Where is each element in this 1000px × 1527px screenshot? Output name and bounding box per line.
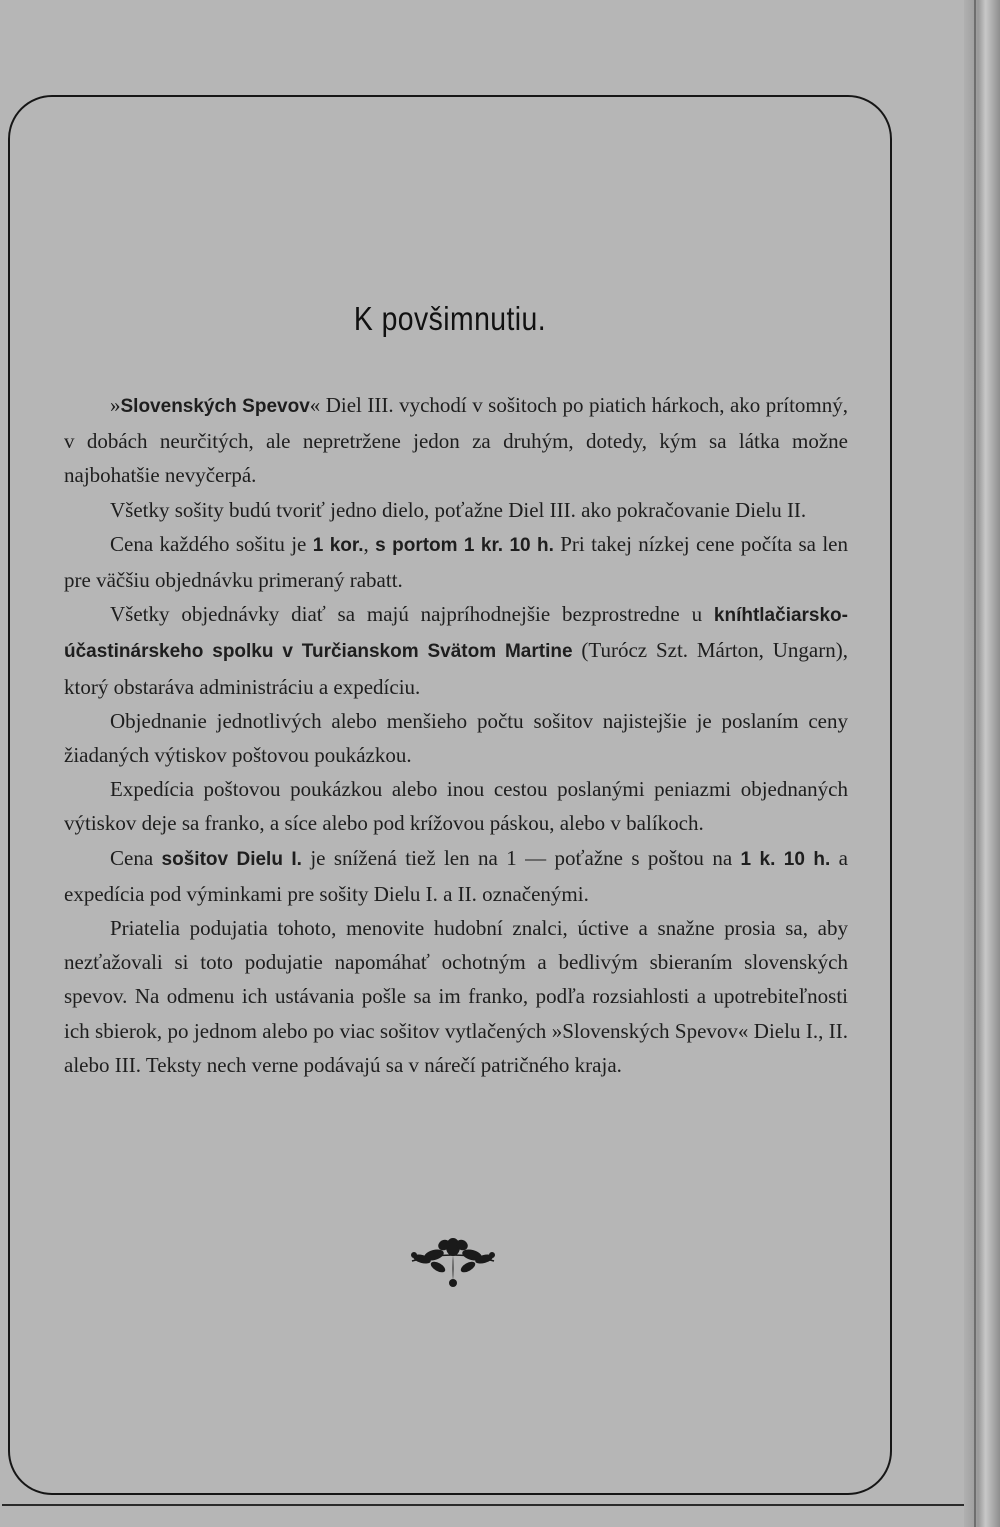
text-run: Cena xyxy=(110,845,162,870)
bold-text: kníhtlačiarsko-účastinárskeho spolku v Turčianskom Svätom Martine xyxy=(64,605,848,663)
notice-body xyxy=(64,388,848,1082)
paragraph xyxy=(64,704,848,772)
text-run: Expedícia poštovou poukázkou alebo inou cestou poslanými peniazmi objednaných výtiskov deje sa franko, a síce alebo pod krížovou páskou, alebo v balíkoch. xyxy=(64,777,848,836)
scanned-page-edge xyxy=(964,0,1000,1527)
bold-text: s portom 1 kr. 10 h. xyxy=(375,534,554,556)
paragraph xyxy=(64,911,848,1082)
text-run: » xyxy=(110,393,121,417)
text-run: (Turócz Szt. Márton, Ungarn), ktorý obstaráva administráciu a expedíciu. xyxy=(64,638,848,699)
bold-text: Slovenských Spevov xyxy=(120,396,310,417)
page-title: K povšimnutiu. xyxy=(353,300,547,337)
text-run: je snížená tiež len na 1 — poťažne s poštou na xyxy=(301,845,741,870)
paragraph xyxy=(64,597,848,704)
paragraph xyxy=(64,388,848,493)
bold-text: sošitov Dielu I. xyxy=(161,848,302,870)
text-run: a expedícia pod výminkami pre sošity Dielu I. a II. označenými. xyxy=(64,845,848,906)
text-run: Všetky sošity budú tvoriť jedno dielo, poťažne Diel III. ako pokračovanie Dielu II. xyxy=(110,497,807,522)
text-run: Všetky objednávky diať sa majú najpríhodnejšie bezprostredne u xyxy=(110,602,714,627)
text-run: , xyxy=(363,531,376,556)
paragraph xyxy=(64,527,848,597)
paragraph xyxy=(64,841,848,911)
text-run: Pri takej nízkej cene počíta sa len pre väčšiu objednávku primeraný rabatt. xyxy=(64,531,848,593)
paragraph xyxy=(64,493,848,527)
floral-ornament-icon xyxy=(408,1233,498,1289)
bottom-rule xyxy=(2,1504,964,1506)
text-run: Cena každého sošitu je xyxy=(110,531,313,556)
bold-text: 1 k. 10 h. xyxy=(740,848,831,870)
paragraph xyxy=(64,772,848,840)
text-run: Objednanie jednotlivých alebo menšieho počtu sošitov najistejšie je poslaním ceny žiadaných výtiskov poštovou poukázkou. xyxy=(64,708,848,768)
text-run: « Diel III. vychodí v sošitoch po piatich hárkoch, ako prítomný, v dobách neurčitých, ale nepretržene jedon za druhým, dotedy, kým sa látka možne najbohatšie nevyčerpá. xyxy=(64,393,848,488)
bold-text: 1 kor. xyxy=(312,534,364,556)
text-run: Priatelia podujatia tohoto, menovite hudobní znalci, úctive a snažne prosia sa, aby nezťažovali si toto podujatie napomáhať ochotným a bedlivým sbieraním slovenských spevov. Na odmenu ich ustávania pošle sa im franko, podľa rozsiahlosti a upotrebiteľnosti ich sbierok, po jednom alebo po viac sošitov vytlačených »Slovenských Spevov« Dielu I., II. alebo III. Teksty nech verne podávajú sa v nárečí patričného kraja. xyxy=(64,916,848,1077)
